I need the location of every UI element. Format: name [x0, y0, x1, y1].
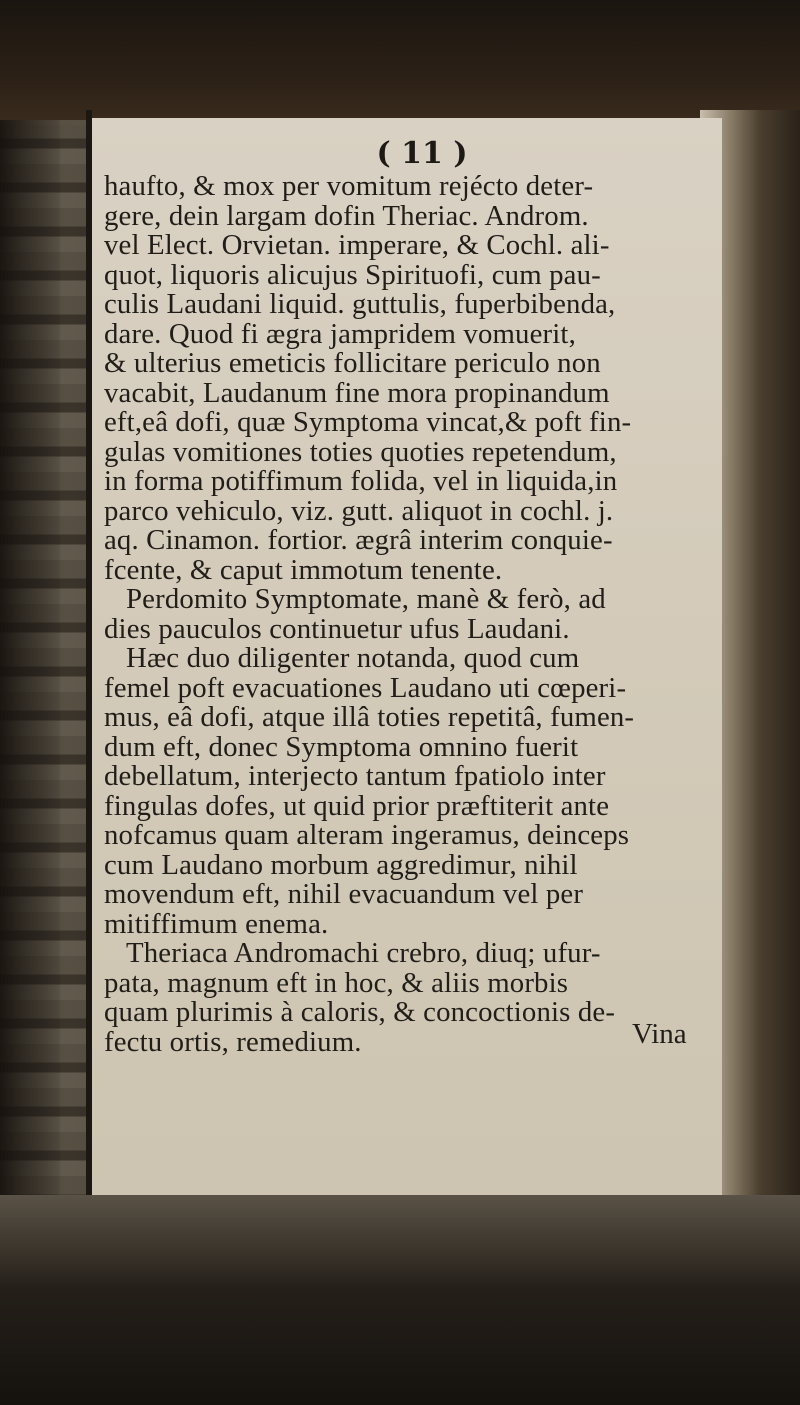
text-line: fcente, & caput immotum tenente.	[104, 555, 503, 585]
text-line: dare. Quod fi ægra jampridem vomuerit,	[104, 319, 576, 349]
text-line: quot, liquoris alicujus Spirituofi, cum pau-	[104, 260, 601, 290]
text-line: mus, eâ dofi, atque illâ toties repetitâ, fumen-	[104, 703, 635, 733]
text-line: fingulas dofes, ut quid prior præftiterit ante	[104, 791, 610, 821]
body-text	[104, 172, 694, 1057]
text-line: pata, magnum eft in hoc, & aliis morbis	[104, 968, 569, 998]
text-line: Hæc duo diligenter notanda, quod cum	[126, 644, 580, 674]
text-line: quam plurimis à caloris, & concoctionis de-	[104, 998, 616, 1028]
text-line: parco vehiculo, viz. gutt. aliquot in cochl. j.	[104, 496, 614, 526]
text-line: gere, dein largam dofin Theriac. Androm.	[104, 201, 589, 231]
text-line: aq. Cinamon. fortior. ægrâ interim conquie-	[104, 526, 613, 556]
text-line: dies pauculos continuetur ufus Laudani.	[104, 614, 570, 644]
text-line: movendum eft, nihil evacuandum vel per	[104, 880, 584, 910]
text-line: eft,eâ dofi, quæ Symptoma vincat,& poft fin-	[104, 408, 632, 438]
text-line: culis Laudani liquid. guttulis, fuperbibenda,	[104, 290, 616, 320]
scan-top-shadow	[0, 0, 800, 125]
text-line: vel Elect. Orvietan. imperare, & Cochl. ali-	[104, 231, 610, 261]
text-line: dum eft, donec Symptoma omnino fuerit	[104, 732, 579, 762]
text-line: in forma potiffimum folida, vel in liquida,in	[104, 467, 618, 497]
text-line: gulas vomitiones toties quoties repetendum,	[104, 437, 617, 467]
text-line: nofcamus quam alteram ingeramus, deinceps	[104, 821, 630, 851]
text-line: Theriaca Andromachi crebro, diuq; ufur-	[126, 939, 601, 969]
catchword: Vina	[632, 1018, 687, 1050]
previous-page-shadow	[0, 120, 60, 1200]
text-line: femel poft evacuationes Laudano uti cœperi-	[104, 673, 627, 703]
book-page	[92, 118, 722, 1203]
text-line: vacabit, Laudanum fine mora propinandum	[104, 378, 610, 408]
text-line: & ulterius emeticis follicitare periculo non	[104, 349, 601, 379]
text-line: haufto, & mox per vomitum rejécto deter-	[104, 172, 594, 202]
text-line: cum Laudano morbum aggredimur, nihil	[104, 850, 578, 880]
scan-bottom-shadow	[0, 1195, 800, 1405]
text-line: debellatum, interjecto tantum fpatiolo inter	[104, 762, 606, 792]
text-line: Perdomito Symptomate, manè & ferò, ad	[126, 585, 606, 615]
text-line: fectu ortis, remedium.	[104, 1027, 362, 1057]
text-line: mitiffimum enema.	[104, 909, 329, 939]
page-number: ( 11 )	[376, 136, 468, 171]
